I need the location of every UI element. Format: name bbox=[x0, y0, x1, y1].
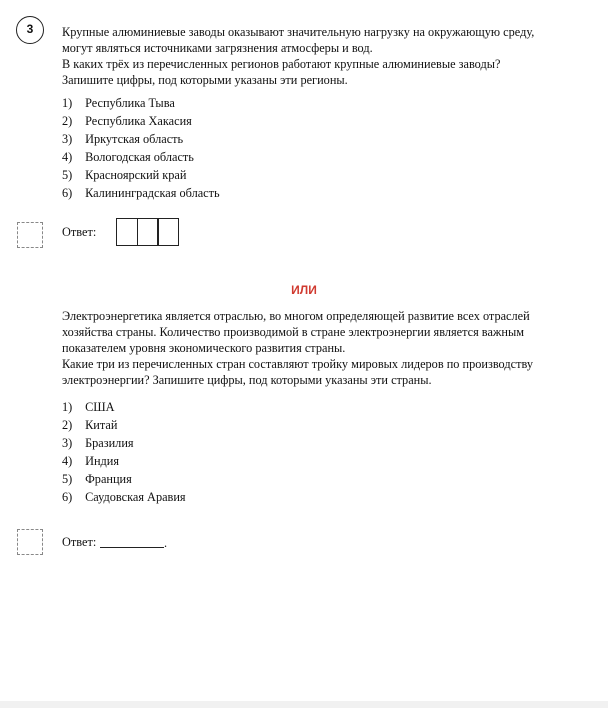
option-text: Иркутская область bbox=[85, 132, 184, 146]
task2-line: показателем уровня экономического развития страны. bbox=[62, 341, 346, 355]
option-number: 2) bbox=[62, 418, 73, 432]
option-number: 4) bbox=[62, 454, 73, 468]
task1-line: могут являться источниками загрязнения атмосферы и вод. bbox=[62, 41, 373, 55]
option-text: Республика Хакасия bbox=[85, 114, 192, 128]
option-number: 3) bbox=[62, 132, 73, 146]
option-text: США bbox=[85, 400, 115, 414]
option-number: 5) bbox=[62, 472, 73, 486]
option-item bbox=[62, 416, 186, 434]
option-number: 6) bbox=[62, 490, 73, 504]
option-text: Калининградская область bbox=[85, 186, 220, 200]
option-item bbox=[62, 148, 220, 166]
option-item bbox=[62, 452, 186, 470]
score-box bbox=[17, 529, 43, 555]
answer-cells bbox=[116, 218, 179, 246]
answer-label: Ответ: bbox=[62, 535, 97, 549]
answer-blank-line[interactable] bbox=[100, 547, 164, 548]
option-text: Бразилия bbox=[85, 436, 134, 450]
task1-line: Крупные алюминиевые заводы оказывают значительную нагрузку на окружающую среду, bbox=[62, 25, 535, 39]
option-item bbox=[62, 488, 186, 506]
option-number: 3) bbox=[62, 436, 73, 450]
task1-options-list bbox=[62, 94, 220, 202]
option-text: Индия bbox=[85, 454, 120, 468]
answer-end-period: . bbox=[164, 536, 168, 550]
task1-text bbox=[62, 24, 558, 88]
option-item bbox=[62, 94, 220, 112]
option-number: 5) bbox=[62, 168, 73, 182]
answer-label: Ответ: bbox=[62, 225, 97, 239]
or-separator: ИЛИ bbox=[291, 283, 317, 297]
option-number: 6) bbox=[62, 186, 73, 200]
question-number-badge: 3 bbox=[16, 16, 44, 44]
task2-text bbox=[62, 308, 558, 388]
answer-cell[interactable] bbox=[157, 218, 179, 246]
option-text: Китай bbox=[85, 418, 118, 432]
task2-line: Какие три из перечисленных стран составляют тройку мировых лидеров по производству bbox=[62, 357, 533, 371]
page-bottom-edge bbox=[0, 701, 608, 708]
option-text: Саудовская Аравия bbox=[85, 490, 186, 504]
option-number: 4) bbox=[62, 150, 73, 164]
task2-line: Электроэнергетика является отраслью, во многом определяющей развитие всех отраслей bbox=[62, 309, 530, 323]
answer-cell[interactable] bbox=[137, 218, 159, 246]
task1-line: В каких трёх из перечисленных регионов работают крупные алюминиевые заводы? bbox=[62, 57, 501, 71]
option-item bbox=[62, 166, 220, 184]
task2-line: электроэнергии? Запишите цифры, под которыми указаны эти страны. bbox=[62, 373, 432, 387]
task2-options-list bbox=[62, 398, 186, 506]
option-item bbox=[62, 184, 220, 202]
option-text: Красноярский край bbox=[85, 168, 187, 182]
option-item bbox=[62, 470, 186, 488]
option-item bbox=[62, 398, 186, 416]
option-text: Республика Тыва bbox=[85, 96, 175, 110]
option-number: 1) bbox=[62, 400, 73, 414]
option-text: Франция bbox=[85, 472, 132, 486]
option-text: Вологодская область bbox=[85, 150, 194, 164]
answer-cell[interactable] bbox=[116, 218, 138, 246]
option-item bbox=[62, 112, 220, 130]
score-box bbox=[17, 222, 43, 248]
option-item bbox=[62, 434, 186, 452]
task1-line: Запишите цифры, под которыми указаны эти регионы. bbox=[62, 73, 348, 87]
option-number: 1) bbox=[62, 96, 73, 110]
option-item bbox=[62, 130, 220, 148]
option-number: 2) bbox=[62, 114, 73, 128]
task2-line: хозяйства страны. Количество производимой в стране электроэнергии является важным bbox=[62, 325, 525, 339]
